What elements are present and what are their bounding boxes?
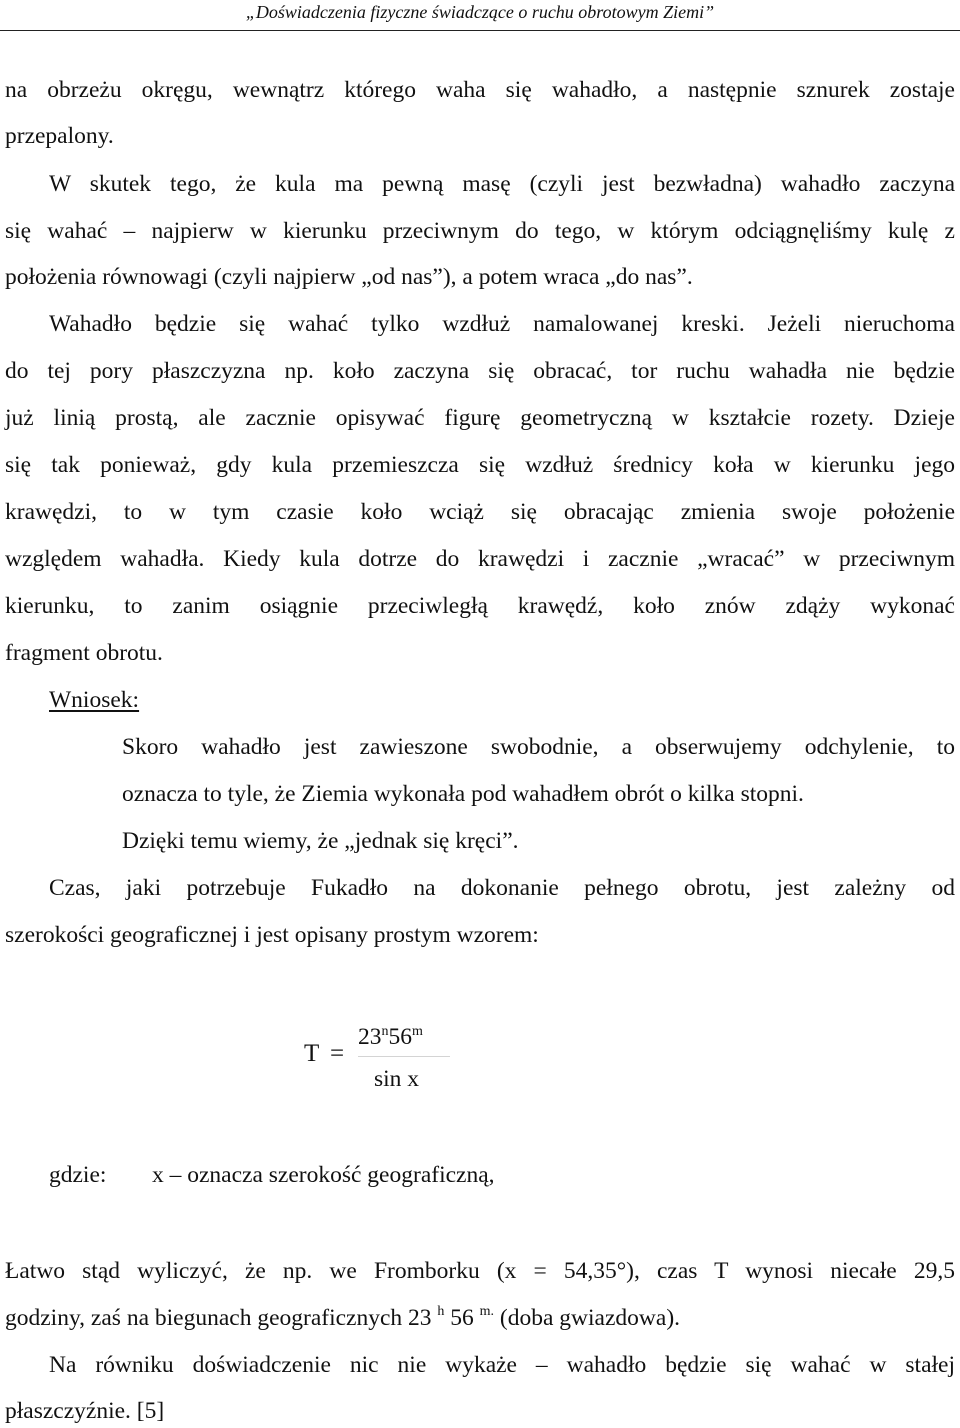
text-line: krawędzi, to w tym czasie koło wciąż się obracając zmienia swoje położenie [5, 499, 955, 525]
legend-text: x – oznacza szerokość geograficzną, [152, 1162, 495, 1188]
hours-unit: h [437, 1304, 445, 1319]
text-line: Skoro wahadło jest zawieszone swobodnie, a obserwujemy odchylenie, to [122, 734, 955, 760]
formula-lhs: T [304, 1040, 320, 1067]
header-title: „Doświadczenia fizyczne świadczące o ruchu obrotowym Ziemi” [245, 2, 715, 22]
text-segment: godziny, zaś na biegunach geograficznych 23 [5, 1305, 432, 1331]
text-line: fragment obrotu. [5, 640, 163, 666]
conclusion-heading [49, 685, 139, 715]
text-line: płaszczyźnie. [5] [5, 1398, 165, 1424]
formula-numerator [358, 1022, 423, 1056]
text-line: W skutek tego, że kula ma pewną masę (czyli jest bezwładna) wahadło zaczyna [49, 171, 955, 197]
period-formula [300, 1012, 460, 1102]
text-line: już linią prostą, ale zacznie opisywać figurę geometryczną w kształcie rozety. Dzieje [5, 405, 955, 431]
text-line: względem wahadła. Kiedy kula dotrze do krawędzi i zacznie „wracać” w przeciwnym [5, 546, 955, 572]
text-line: Czas, jaki potrzebuje Fukadło na dokonanie pełnego obrotu, jest zależny od [49, 875, 955, 901]
formula-num-hours-unit: n [381, 1024, 389, 1039]
text-line [5, 1303, 955, 1337]
text-line: Dzięki temu wiemy, że „jednak się kręci”. [122, 828, 519, 854]
text-line: do tej pory płaszczyzna np. koło zaczyna się obracać, tor ruchu wahadła nie będzie [5, 358, 955, 384]
formula-num-hours: 23 [358, 1024, 382, 1050]
text-segment: (doba gwiazdowa). [499, 1305, 681, 1331]
text-line: Łatwo stąd wyliczyć, że np. we Fromborku (x = 54,35°), czas T wynosi niecałe 29,5 [5, 1258, 955, 1284]
text-line: Na równiku doświadczenie nic nie wykaże – wahadło będzie się wahać w stałej [49, 1352, 955, 1378]
text-line: oznacza to tyle, że Ziemia wykonała pod wahadłem obrót o kilka stopni. [122, 781, 804, 807]
formula-equals: = [330, 1040, 345, 1067]
fraction-bar [358, 1056, 450, 1057]
text-line: przepalony. [5, 123, 114, 149]
formula-num-minutes: 56 [388, 1024, 412, 1050]
header-rule [0, 30, 960, 31]
page-header [0, 0, 960, 30]
text-line: się tak ponieważ, gdy kula przemieszcza się wzdłuż średnicy koła w kierunku jego [5, 452, 955, 478]
formula-num-minutes-unit: m [412, 1024, 423, 1039]
text-line: Wahadło będzie się wahać tylko wzdłuż namalowanej kreski. Jeżeli nieruchoma [49, 311, 955, 337]
text-line: kierunku, to zanim osiągnie przeciwległą krawędź, koło znów zdąży wykonać [5, 593, 955, 619]
formula-denominator: sin x [374, 1066, 420, 1092]
text-line: na obrzeżu okręgu, wewnątrz którego waha się wahadło, a następnie sznurek zostaje [5, 77, 955, 103]
conclusion-heading-text: Wniosek: [49, 687, 140, 713]
minutes-unit: m. [479, 1304, 495, 1319]
text-line: szerokości geograficznej i jest opisany prostym wzorem: [5, 922, 539, 948]
legend-label: gdzie: [49, 1162, 107, 1188]
text-segment: 56 [450, 1305, 474, 1331]
text-line: się wahać – najpierw w kierunku przeciwnym do tego, w którym odciągnęliśmy kulę z [5, 218, 955, 244]
text-line: położenia równowagi (czyli najpierw „od nas”), a potem wraca „do nas”. [5, 264, 693, 290]
